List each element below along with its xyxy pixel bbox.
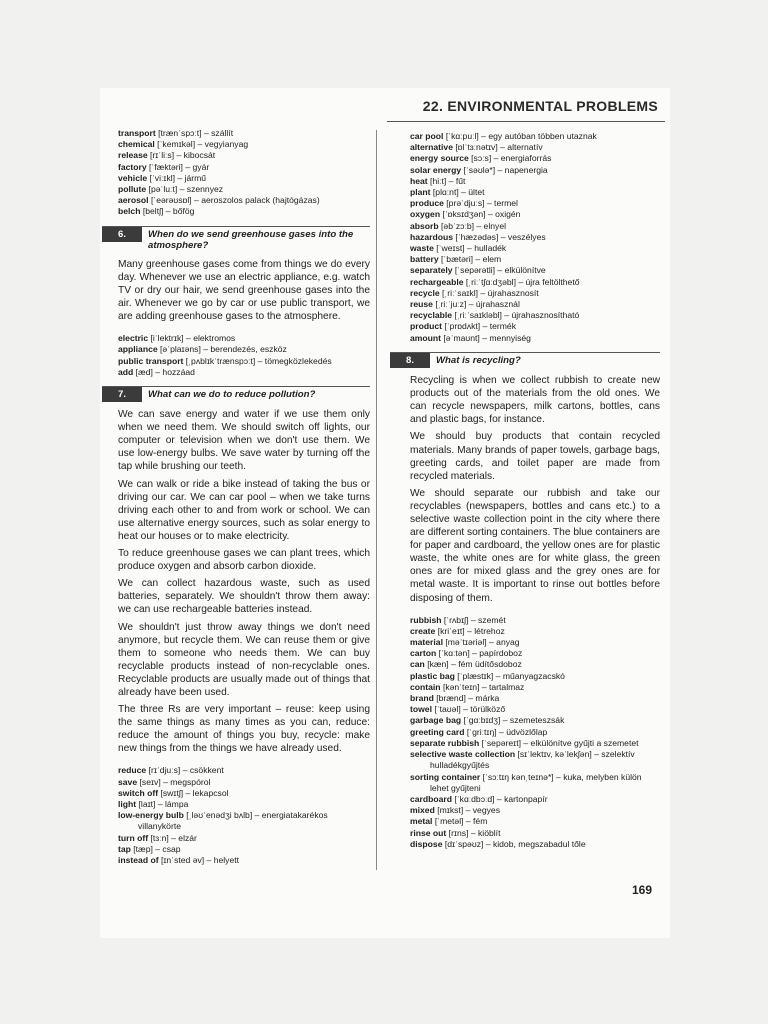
vocab-definition: [ˌləʊˈenədʒi bʌlb] – energiatakarékos villanykörte xyxy=(138,810,328,832)
vocab-entry xyxy=(410,738,660,749)
paragraph: We should buy products that contain recycled materials. Many brands of paper towels, garbage bags, greeting cards, and toilet paper are made from recycled materials. xyxy=(410,431,660,482)
vocab-term: solar energy xyxy=(410,164,462,175)
vocab-entry xyxy=(118,162,370,173)
section-body xyxy=(118,408,370,755)
vocab-definition: [ˈkɑːdbɔːd] – kartonpapír xyxy=(452,793,548,804)
vocab-definition: [swɪtʃ] – lekapcsol xyxy=(158,787,229,798)
section-body xyxy=(118,258,370,323)
vocab-entry xyxy=(410,131,660,142)
vocab-term: instead of xyxy=(118,855,159,866)
vocab-entry xyxy=(410,816,660,827)
vocab-definition: [ˌpʌblɪkˈtrænspɔːt] – tömegközlekedés xyxy=(183,355,332,366)
vocab-entry xyxy=(118,195,370,206)
vocab-term: switch off xyxy=(118,787,159,798)
vocab-definition: [beltʃ] – bőfög xyxy=(140,206,195,217)
vocab-entry xyxy=(118,799,370,810)
vocab-term: plant xyxy=(410,187,431,198)
vocab-list xyxy=(410,615,660,850)
vocab-entry xyxy=(118,333,370,344)
vocab-entry xyxy=(410,794,660,805)
vocab-definition: [ˈfæktəri] – gyár xyxy=(146,161,210,172)
section-body xyxy=(410,374,660,605)
vocab-definition: [əˈmaʊnt] – mennyiség xyxy=(441,332,531,343)
vocab-definition: [plɑːnt] – ültet xyxy=(430,187,485,198)
vocab-definition: [kənˈteɪn] – tartalmaz xyxy=(440,681,525,692)
vocab-entry xyxy=(410,254,660,265)
vocab-term: sorting container xyxy=(410,771,481,782)
vocab-term: save xyxy=(118,776,138,787)
vocab-definition: [ˈviːɪkl] – jármű xyxy=(147,172,207,183)
vocab-definition: [hiːt] – fűt xyxy=(427,175,466,186)
vocab-term: selective waste collection xyxy=(410,749,516,760)
vocab-definition: [dɪˈspəʊz] – kidob, megszabadul tőle xyxy=(442,838,586,849)
vocab-list xyxy=(410,131,660,344)
vocab-entry xyxy=(410,693,660,704)
vocab-definition: [əˈplaɪəns] – berendezés, eszköz xyxy=(157,344,287,355)
vocab-entry xyxy=(410,277,660,288)
vocab-entry xyxy=(410,209,660,220)
vocab-definition: [ˈgriːtɪŋ] – üdvözlőlap xyxy=(464,726,548,737)
vocab-definition: [kæn] – fém üdítősdoboz xyxy=(424,659,522,670)
chapter-header: 22. ENVIRONMENTAL PROBLEMS xyxy=(422,98,658,114)
vocab-term: light xyxy=(118,799,137,810)
vocab-definition: [ˈweɪst] – hulladék xyxy=(433,243,507,254)
vocab-entry xyxy=(410,659,660,670)
vocab-entry xyxy=(410,310,660,321)
vocab-definition: [seɪv] – megspórol xyxy=(137,776,211,787)
vocab-definition: [laɪt] – lámpa xyxy=(136,799,189,810)
vocab-definition: [prəˈdjuːs] – termel xyxy=(443,198,518,209)
vocab-definition: [ˈtaʊəl] – törülköző xyxy=(431,704,506,715)
vocab-entry xyxy=(410,288,660,299)
column-divider xyxy=(376,130,377,870)
vocab-term: low-energy bulb xyxy=(118,810,184,821)
vocab-definition: [brænd] – márka xyxy=(433,693,500,704)
vocab-entry xyxy=(410,626,660,637)
vocab-definition: [ˈrʌbɪʃ] – szemét xyxy=(441,614,506,625)
vocab-definition: [ˌriːˈjuːz] – újrahasznál xyxy=(432,299,520,310)
vocab-entry xyxy=(410,828,660,839)
vocab-list xyxy=(118,765,370,866)
vocab-term: separate rubbish xyxy=(410,737,480,748)
vocab-entry xyxy=(118,777,370,788)
vocab-entry xyxy=(410,299,660,310)
vocab-term: cardboard xyxy=(410,793,453,804)
vocab-term: separately xyxy=(410,265,453,276)
paragraph: We can collect hazardous waste, such as used batteries, separately. We shouldn't throw them away: we can use rechargeable batteries instead. xyxy=(118,578,370,616)
vocab-term: recycle xyxy=(410,287,440,298)
vocab-term: greeting card xyxy=(410,726,465,737)
vocab-entry xyxy=(118,150,370,161)
vocab-term: rubbish xyxy=(410,614,442,625)
vocab-definition: [trænˈspɔːt] – szállít xyxy=(155,128,234,138)
vocab-entry xyxy=(410,637,660,648)
vocab-entry xyxy=(118,788,370,799)
left-column xyxy=(118,128,370,866)
vocab-entry xyxy=(410,727,660,738)
section-number: 6. xyxy=(102,227,142,242)
vocab-definition: [ˈhæzədəs] – veszélyes xyxy=(452,231,546,242)
vocab-definition: [ˈgɑːbɪdʒ] – szemeteszsák xyxy=(461,715,565,726)
vocab-term: oxygen xyxy=(410,209,441,220)
vocab-definition: [ˈmetəl] – fém xyxy=(432,816,488,827)
vocab-entry xyxy=(410,321,660,332)
vocab-term: waste xyxy=(410,243,434,254)
vocab-entry xyxy=(410,187,660,198)
vocab-entry xyxy=(410,176,660,187)
section-title: When do we send greenhouse gases into the atmosphere? xyxy=(148,228,354,252)
vocab-term: plastic bag xyxy=(410,670,455,681)
vocab-definition: [ˈsəʊlə*] – napenergia xyxy=(461,164,548,175)
vocab-definition: [rɪˈliːs] – kibocsát xyxy=(147,150,216,161)
vocab-definition: [ˌriːˈsaɪkl] – újrahasznosít xyxy=(439,287,539,298)
vocab-term: chemical xyxy=(118,139,155,150)
vocab-definition: [ˈɒksɪdʒən] – oxigén xyxy=(440,209,521,220)
vocab-entry xyxy=(410,615,660,626)
vocab-entry xyxy=(410,715,660,726)
vocab-entry xyxy=(410,648,660,659)
vocab-entry xyxy=(410,749,660,771)
vocab-entry xyxy=(118,356,370,367)
vocab-definition: [ˌriːˈtʃɑːdʒəbl] – újra feltölthető xyxy=(463,276,580,287)
vocab-entry xyxy=(410,265,660,276)
vocab-entry xyxy=(118,128,370,139)
vocab-definition: [ˈsɔːtɪŋ kənˌteɪnə*] – kuka, melyben külön lehet gyűjteni xyxy=(430,771,642,793)
vocab-term: product xyxy=(410,321,442,332)
vocab-entry xyxy=(410,153,660,164)
vocab-entry xyxy=(118,844,370,855)
vocab-definition: [ɪnˈsted əv] – helyett xyxy=(158,855,240,866)
paragraph: We can walk or ride a bike instead of taking the bus or driving our car. We can car pool – when we take turns driving each other to and from work or school. We can use alternative energy sources, such as solar energy to heat our houses or to make electricity. xyxy=(118,478,370,542)
vocab-entry xyxy=(410,772,660,794)
vocab-term: produce xyxy=(410,198,444,209)
vocab-entry xyxy=(118,855,370,866)
vocab-term: electric xyxy=(118,333,149,344)
vocab-definition: [ˈkɑːpuːl] – egy autóban többen utaznak xyxy=(443,131,597,141)
vocab-term: can xyxy=(410,659,425,670)
vocab-term: metal xyxy=(410,816,433,827)
vocab-entry xyxy=(410,232,660,243)
vocab-definition: [pəˈluːt] – szennyez xyxy=(146,184,224,195)
vocab-definition: [æd] – hozzáad xyxy=(133,366,195,377)
paragraph: The three Rs are very important – reuse: keep using the same things as many times as you can, reduce: reduce the amount of things you buy, recycle: make new things from the things we have already used. xyxy=(118,704,370,755)
vocab-entry xyxy=(118,139,370,150)
section-heading-7 xyxy=(102,386,370,402)
vocab-term: add xyxy=(118,366,134,377)
vocab-term: mixed xyxy=(410,805,435,816)
vocab-entry xyxy=(118,367,370,378)
vocab-term: carton xyxy=(410,648,437,659)
vocab-entry xyxy=(410,165,660,176)
vocab-term: release xyxy=(118,150,148,161)
vocab-definition: [mɪkst] – vegyes xyxy=(434,805,500,816)
vocab-term: towel xyxy=(410,704,432,715)
vocab-term: transport xyxy=(118,128,156,138)
vocab-definition: [iˈlektrɪk] – elektromos xyxy=(148,333,236,344)
section-number: 7. xyxy=(102,387,142,402)
vocab-entry xyxy=(410,221,660,232)
vocab-term: factory xyxy=(118,161,147,172)
vocab-entry xyxy=(118,173,370,184)
vocab-term: reduce xyxy=(118,765,147,776)
vocab-entry xyxy=(410,671,660,682)
vocab-entry xyxy=(410,805,660,816)
vocab-entry xyxy=(410,333,660,344)
vocab-definition: [sɔːs] – energiaforrás xyxy=(468,153,552,164)
vocab-entry xyxy=(118,184,370,195)
vocab-term: public transport xyxy=(118,355,184,366)
vocab-definition: [kriˈeɪt] – létrehoz xyxy=(435,625,505,636)
vocab-term: turn off xyxy=(118,832,149,843)
vocab-term: create xyxy=(410,625,436,636)
vocab-list xyxy=(118,333,370,378)
paragraph: Recycling is when we collect rubbish to create new products out of the materials from the old ones. We can recycle newspapers, milk cartons, bottles, cans and plastic bags, for instance. xyxy=(410,375,660,426)
vocab-term: material xyxy=(410,637,443,648)
vocab-term: garbage bag xyxy=(410,715,462,726)
paragraph: To reduce greenhouse gases we can plant trees, which produce oxygen and absorb carbon dioxide. xyxy=(118,548,370,573)
header-rule xyxy=(387,121,665,122)
vocab-entry xyxy=(118,344,370,355)
vocab-entry xyxy=(118,810,370,832)
vocab-term: heat xyxy=(410,175,428,186)
vocab-definition: [ˈkemɪkəl] – vegyianyag xyxy=(154,139,249,150)
section-title: What can we do to reduce pollution? xyxy=(148,388,316,400)
vocab-term: rinse out xyxy=(410,827,447,838)
vocab-term: absorb xyxy=(410,220,439,231)
vocab-entry xyxy=(410,682,660,693)
page-number: 169 xyxy=(632,883,653,897)
vocab-term: tap xyxy=(118,843,131,854)
vocab-term: aerosol xyxy=(118,195,149,206)
vocab-definition: [tɜːn] – elzár xyxy=(148,832,197,843)
vocab-entry xyxy=(410,142,660,153)
paragraph: We shouldn't just throw away things we don't need anymore, but recycle them. We can reuse them or give them to someone who needs them. We can buy recyclable products instead of non-recyclable ones. Recyclable products are usually made out of things that already have been used. xyxy=(118,621,370,698)
vocab-definition: [ˈsepərətli] – elkülönítve xyxy=(452,265,546,276)
vocab-definition: [rɪns] – kiöblít xyxy=(446,827,501,838)
vocab-term: alternative xyxy=(410,142,453,153)
vocab-term: pollute xyxy=(118,184,147,195)
vocab-definition: [ˈkɑːtən] – papírdoboz xyxy=(436,648,523,659)
vocab-entry xyxy=(118,206,370,217)
vocab-term: battery xyxy=(410,254,439,265)
right-column xyxy=(406,131,660,850)
vocab-definition: [ˈprɒdʌkt] – termék xyxy=(441,321,517,332)
paragraph: We can save energy and water if we use them only when we need them. We should switch off lights, our computer or television when we don't use them. We use low-energy bulbs. We save water by turning off the tap while brushing our teeth. xyxy=(118,409,370,473)
vocab-term: dispose xyxy=(410,838,443,849)
vocab-definition: [ɒlˈtɜːnətɪv] – alternatív xyxy=(453,142,543,153)
vocab-entry xyxy=(410,243,660,254)
section-number: 8. xyxy=(390,353,430,368)
vocab-definition: [ˈsepəreɪt] – elkülönítve gyűjti a szemetet xyxy=(479,737,639,748)
vocab-list xyxy=(118,128,370,218)
vocab-definition: [tæp] – csap xyxy=(130,843,181,854)
vocab-definition: [məˈtɪəriəl] – anyag xyxy=(442,637,520,648)
vocab-definition: [rɪˈdjuːs] – csökkent xyxy=(146,765,224,776)
vocab-term: rechargeable xyxy=(410,276,464,287)
vocab-term: reuse xyxy=(410,299,433,310)
vocab-term: car pool xyxy=(410,131,444,141)
section-title: What is recycling? xyxy=(436,354,521,366)
vocab-definition: [sɪˈlektɪv, kəˈlekʃən] – szelektív hulladékgyűjtés xyxy=(430,749,635,771)
vocab-term: belch xyxy=(118,206,141,217)
vocab-definition: [ˈplæstɪk] – műanyagzacskó xyxy=(454,670,565,681)
vocab-term: energy source xyxy=(410,153,469,164)
vocab-entry xyxy=(410,704,660,715)
section-heading-8 xyxy=(390,352,660,368)
vocab-term: hazardous xyxy=(410,231,453,242)
vocab-definition: [ˈbætəri] – elem xyxy=(438,254,502,265)
vocab-definition: [əbˈzɔːb] – elnyel xyxy=(438,220,507,231)
vocab-definition: [ˈeərəʊsɒl] – aeroszolos palack (hajtógázas) xyxy=(148,195,320,206)
section-heading-6 xyxy=(102,226,370,252)
vocab-term: appliance xyxy=(118,344,158,355)
vocab-term: recyclable xyxy=(410,310,453,321)
vocab-term: brand xyxy=(410,693,434,704)
vocab-entry xyxy=(410,839,660,850)
paragraph: We should separate our rubbish and take our recyclables (newspapers, bottles and cans etc.) to a selective waste collection point in the city where there are different sorting containers. The blue containers are for paper and cardboard, the yellow ones are for plastic waste, the white ones are for white glass, the green ones are for mixed glass and the grey ones are for metal waste. It is important to rinse out bottles before disposing of them. xyxy=(410,487,660,604)
vocab-entry xyxy=(118,765,370,776)
paragraph: Many greenhouse gases come from things we do every day. Whenever we use an electric appliance, e.g. watch TV or dry our hair, we send greenhouse gases into the air. Whenever we go by car or use public transport, we are adding greenhouse gases to the atmosphere. xyxy=(118,258,370,322)
vocab-entry xyxy=(118,833,370,844)
vocab-entry xyxy=(410,198,660,209)
vocab-term: amount xyxy=(410,332,442,343)
vocab-term: vehicle xyxy=(118,172,148,183)
vocab-term: contain xyxy=(410,681,441,692)
vocab-definition: [ˌriːˈsaɪkləbl] – újrahasznosítható xyxy=(452,310,580,321)
